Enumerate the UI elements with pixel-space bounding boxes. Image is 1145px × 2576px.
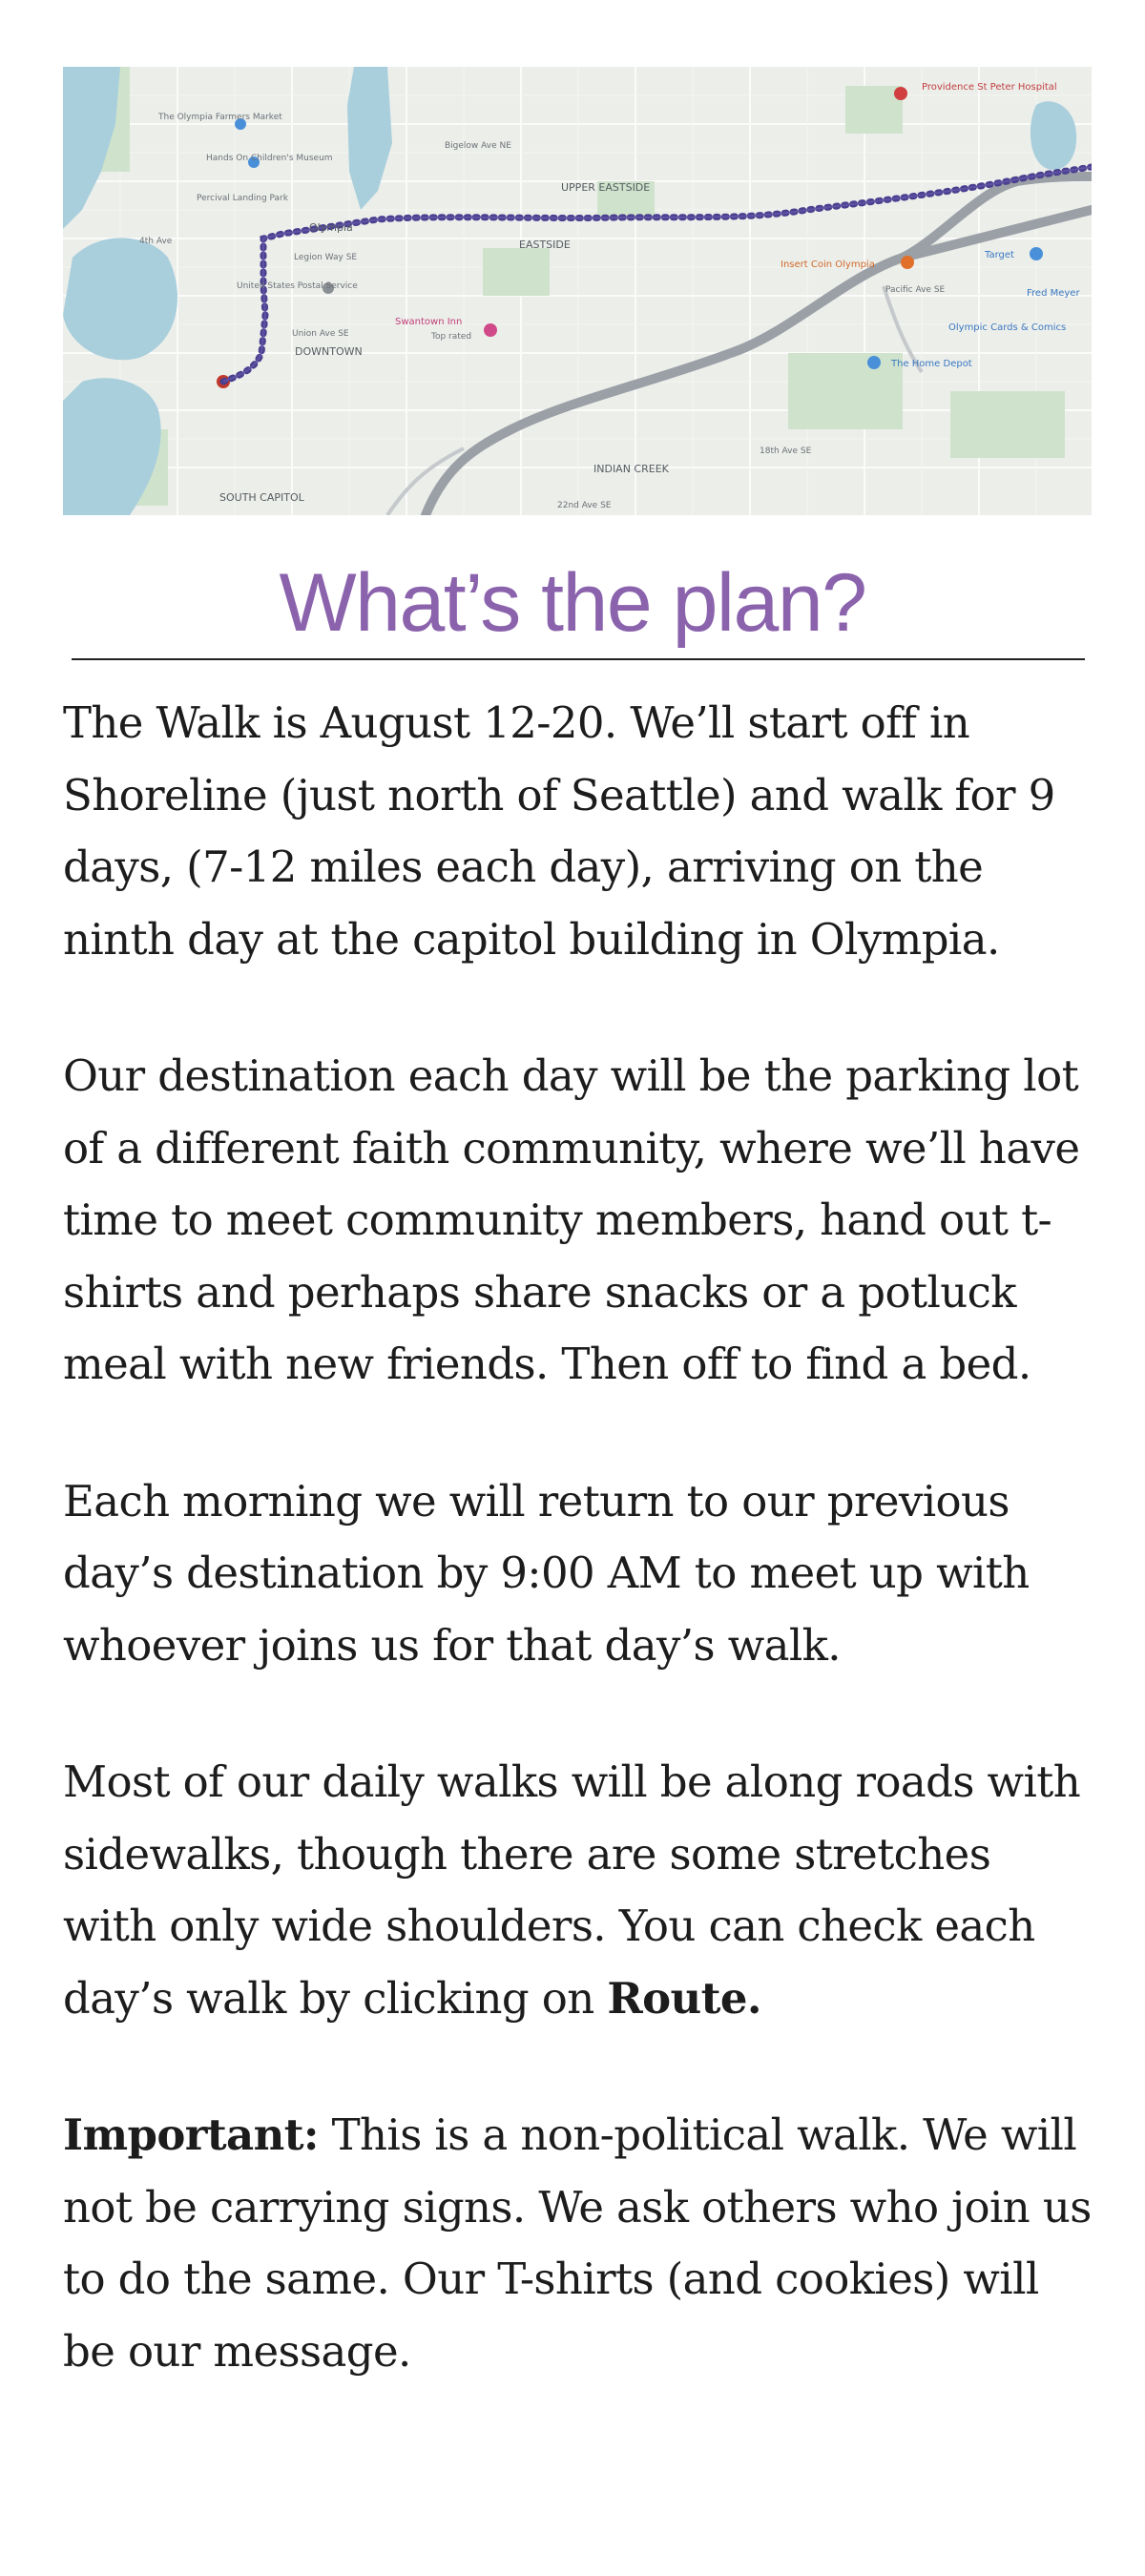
svg-text:Hands On Children's Museum: Hands On Children's Museum	[206, 154, 333, 163]
route-map-graphic	[63, 67, 1092, 515]
svg-text:Legion Way SE: Legion Way SE	[294, 253, 358, 262]
svg-text:18th Ave SE: 18th Ave SE	[760, 447, 812, 456]
route-text: Most of our daily walks will be along roads with sidewalks, though there are some stretches with only wide shoulders. You can check each day’s walk by clicking on	[63, 1756, 1081, 2024]
svg-text:Bigelow Ave NE: Bigelow Ave NE	[445, 141, 511, 151]
svg-text:The Olympia Farmers Market: The Olympia Farmers Market	[158, 113, 282, 122]
svg-text:INDIAN CREEK: INDIAN CREEK	[593, 463, 669, 475]
svg-text:United States Postal Service: United States Postal Service	[237, 281, 358, 291]
paragraph-destinations: Our destination each day will be the parking lot of a different faith community, where we’ll have time to meet community members, hand out t-shirts and perhaps share snacks or a potluck meal with new friends. Then off to find a bed.	[63, 1050, 1080, 1389]
svg-text:Olympic Cards & Comics: Olympic Cards & Comics	[948, 322, 1067, 333]
svg-text:Percival Landing Park: Percival Landing Park	[197, 194, 288, 203]
svg-text:4th Ave: 4th Ave	[139, 237, 173, 246]
article-body	[63, 687, 1093, 2452]
svg-text:Insert Coin Olympia: Insert Coin Olympia	[781, 260, 875, 270]
important-label: Important:	[63, 2109, 319, 2160]
svg-text:Union Ave SE: Union Ave SE	[292, 329, 349, 339]
svg-text:Providence St Peter Hospital: Providence St Peter Hospital	[922, 82, 1057, 93]
svg-text:UPPER EASTSIDE: UPPER EASTSIDE	[561, 181, 651, 194]
svg-text:DOWNTOWN: DOWNTOWN	[295, 345, 363, 358]
svg-text:Top rated: Top rated	[431, 332, 472, 342]
svg-text:SOUTH CAPITOL: SOUTH CAPITOL	[219, 491, 304, 504]
paragraph-mornings: Each morning we will return to our previous day’s destination by 9:00 AM to meet up with whoever joins us for that day’s walk.	[63, 1475, 1030, 1671]
route-link[interactable]: Route.	[607, 1972, 761, 2024]
paragraph-route	[63, 1746, 1093, 2034]
route-map[interactable]	[63, 67, 1092, 515]
paragraph-dates: The Walk is August 12-20. We’ll start off in Shoreline (just north of Seattle) and walk for 9 days, (7-12 miles each day), arriving on the ninth day at the capitol building in Olympia.	[63, 697, 1055, 965]
important-text: This is a non-political walk. We will not be carrying signs. We ask others who join us to do the same. Our T-shirts (and cookies) will be our message.	[63, 2109, 1092, 2377]
svg-text:Fred Meyer: Fred Meyer	[1027, 288, 1080, 299]
svg-text:22nd Ave SE: 22nd Ave SE	[557, 501, 612, 510]
svg-text:The Home Depot: The Home Depot	[891, 359, 972, 369]
paragraph-important	[63, 2099, 1093, 2387]
svg-text:Swantown Inn: Swantown Inn	[395, 317, 463, 327]
page-title: What’s the plan?	[279, 557, 866, 649]
svg-text:Olympia: Olympia	[309, 221, 353, 234]
svg-text:EASTSIDE: EASTSIDE	[519, 239, 571, 251]
svg-text:Pacific Ave SE: Pacific Ave SE	[885, 285, 946, 295]
svg-text:Target: Target	[985, 250, 1014, 260]
title-divider	[72, 658, 1085, 660]
